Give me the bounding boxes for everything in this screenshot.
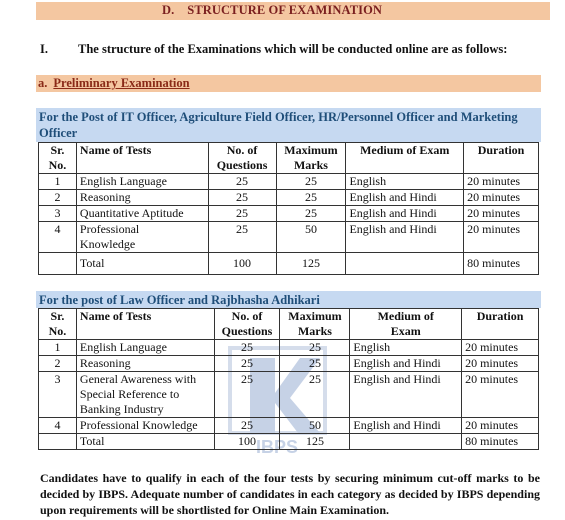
cell-marks: 50: [280, 418, 350, 434]
cell-name: English Language: [76, 174, 208, 190]
cell-medium: English and Hindi: [350, 372, 462, 418]
cell-duration: 20 minutes: [464, 174, 539, 190]
cell-sr: 1: [39, 174, 77, 190]
header-medium: Medium of Exam: [350, 309, 462, 340]
cell-duration: 20 minutes: [464, 190, 539, 206]
cell-medium: English: [346, 174, 464, 190]
cell-sr: [39, 434, 77, 450]
cell-marks: 25: [276, 206, 346, 222]
header-questions: No. of Questions: [214, 309, 280, 340]
cell-total-questions: 100: [214, 434, 280, 450]
cell-sr: 3: [39, 206, 77, 222]
cell-total-duration: 80 minutes: [462, 434, 539, 450]
cell-marks: 25: [280, 356, 350, 372]
table-total-row: [39, 434, 539, 450]
section-heading: [162, 3, 382, 18]
table-row: [39, 340, 539, 356]
cell-total-label: Total: [76, 434, 214, 450]
header-questions: No. of Questions: [208, 143, 276, 174]
exam-table-1: [38, 142, 539, 275]
cell-sr: 4: [39, 222, 77, 253]
table-row: [39, 418, 539, 434]
table-header-row: [39, 309, 539, 340]
cell-duration: 20 minutes: [462, 372, 539, 418]
header-duration: Duration: [464, 143, 539, 174]
table-row: [39, 174, 539, 190]
cell-sr: [39, 253, 77, 275]
header-duration: Duration: [462, 309, 539, 340]
table-row: [39, 356, 539, 372]
cell-total-questions: 100: [208, 253, 276, 275]
header-marks: Maximum Marks: [276, 143, 346, 174]
qualification-note: Candidates have to qualify in each of the four tests by securing minimum cut-off marks to be decided by IBPS. Adequate number of candidates in each category as decided by IBPS depending upon requirements will be shortlisted for Online Main Examination.: [40, 471, 540, 517]
cell-sr: 2: [39, 190, 77, 206]
section-title: STRUCTURE OF EXAMINATION: [187, 3, 383, 17]
cell-duration: 20 minutes: [464, 222, 539, 253]
table-total-row: [39, 253, 539, 275]
cell-questions: 25: [214, 418, 280, 434]
cell-questions: 25: [214, 372, 280, 418]
cell-medium: English and Hindi: [346, 190, 464, 206]
cell-name: Reasoning: [76, 356, 214, 372]
post-heading-2: For the post of Law Officer and Rajbhasha Adhikari: [36, 291, 541, 308]
intro-text: The structure of the Examinations which will be conducted online are as follows:: [78, 42, 508, 56]
cell-medium: English and Hindi: [346, 206, 464, 222]
cell-sr: 3: [39, 372, 77, 418]
cell-marks: 25: [280, 372, 350, 418]
cell-name: Professional Knowledge: [76, 222, 208, 253]
exam-table-2: [38, 308, 539, 450]
cell-marks: 25: [280, 340, 350, 356]
cell-name: English Language: [76, 340, 214, 356]
table-header-row: [39, 143, 539, 174]
table-row: [39, 206, 539, 222]
cell-sr: 1: [39, 340, 77, 356]
cell-duration: 20 minutes: [462, 356, 539, 372]
table-row: [39, 222, 539, 253]
watermark-text: IBPS: [255, 437, 299, 457]
cell-questions: 25: [208, 222, 276, 253]
cell-total-marks: 125: [280, 434, 350, 450]
header-name: Name of Tests: [76, 309, 214, 340]
post-heading-1: For the Post of IT Officer, Agriculture Field Officer, HR/Personnel Officer and Marketing Officer: [36, 108, 541, 142]
cell-total-marks: 125: [276, 253, 346, 275]
table-row: [39, 372, 539, 418]
cell-questions: 25: [208, 206, 276, 222]
cell-medium: English: [350, 340, 462, 356]
cell-marks: 50: [276, 222, 346, 253]
header-marks: Maximum Marks: [280, 309, 350, 340]
cell-medium: [346, 253, 464, 275]
cell-sr: 2: [39, 356, 77, 372]
cell-questions: 25: [214, 340, 280, 356]
cell-marks: 25: [276, 174, 346, 190]
cell-medium: English and Hindi: [346, 222, 464, 253]
subsection-letter: a.: [38, 76, 48, 90]
cell-name: Professional Knowledge: [76, 418, 214, 434]
intro-roman: I.: [40, 42, 48, 56]
cell-marks: 25: [276, 190, 346, 206]
header-sr: Sr. No.: [39, 309, 77, 340]
header-name: Name of Tests: [76, 143, 208, 174]
cell-questions: 25: [208, 174, 276, 190]
cell-duration: 20 minutes: [462, 340, 539, 356]
table-row: [39, 190, 539, 206]
subsection-heading-bar: [36, 75, 541, 92]
cell-name: Quantitative Aptitude: [76, 206, 208, 222]
cell-duration: 20 minutes: [464, 206, 539, 222]
section-letter: D.: [162, 3, 175, 17]
subsection-title: Preliminary Examination: [53, 76, 190, 90]
cell-sr: 4: [39, 418, 77, 434]
cell-medium: [350, 434, 462, 450]
intro-line: [40, 42, 507, 57]
cell-total-duration: 80 minutes: [464, 253, 539, 275]
header-medium: Medium of Exam: [346, 143, 464, 174]
cell-medium: English and Hindi: [350, 356, 462, 372]
cell-name: Reasoning: [76, 190, 208, 206]
cell-duration: 20 minutes: [462, 418, 539, 434]
cell-questions: 25: [214, 356, 280, 372]
section-heading-bar: [36, 2, 550, 20]
cell-total-label: Total: [76, 253, 208, 275]
subsection-heading: [38, 76, 190, 91]
header-sr: Sr. No.: [39, 143, 77, 174]
cell-medium: English and Hindi: [350, 418, 462, 434]
cell-name: General Awareness with Special Reference to Banking Industry: [76, 372, 214, 418]
cell-questions: 25: [208, 190, 276, 206]
